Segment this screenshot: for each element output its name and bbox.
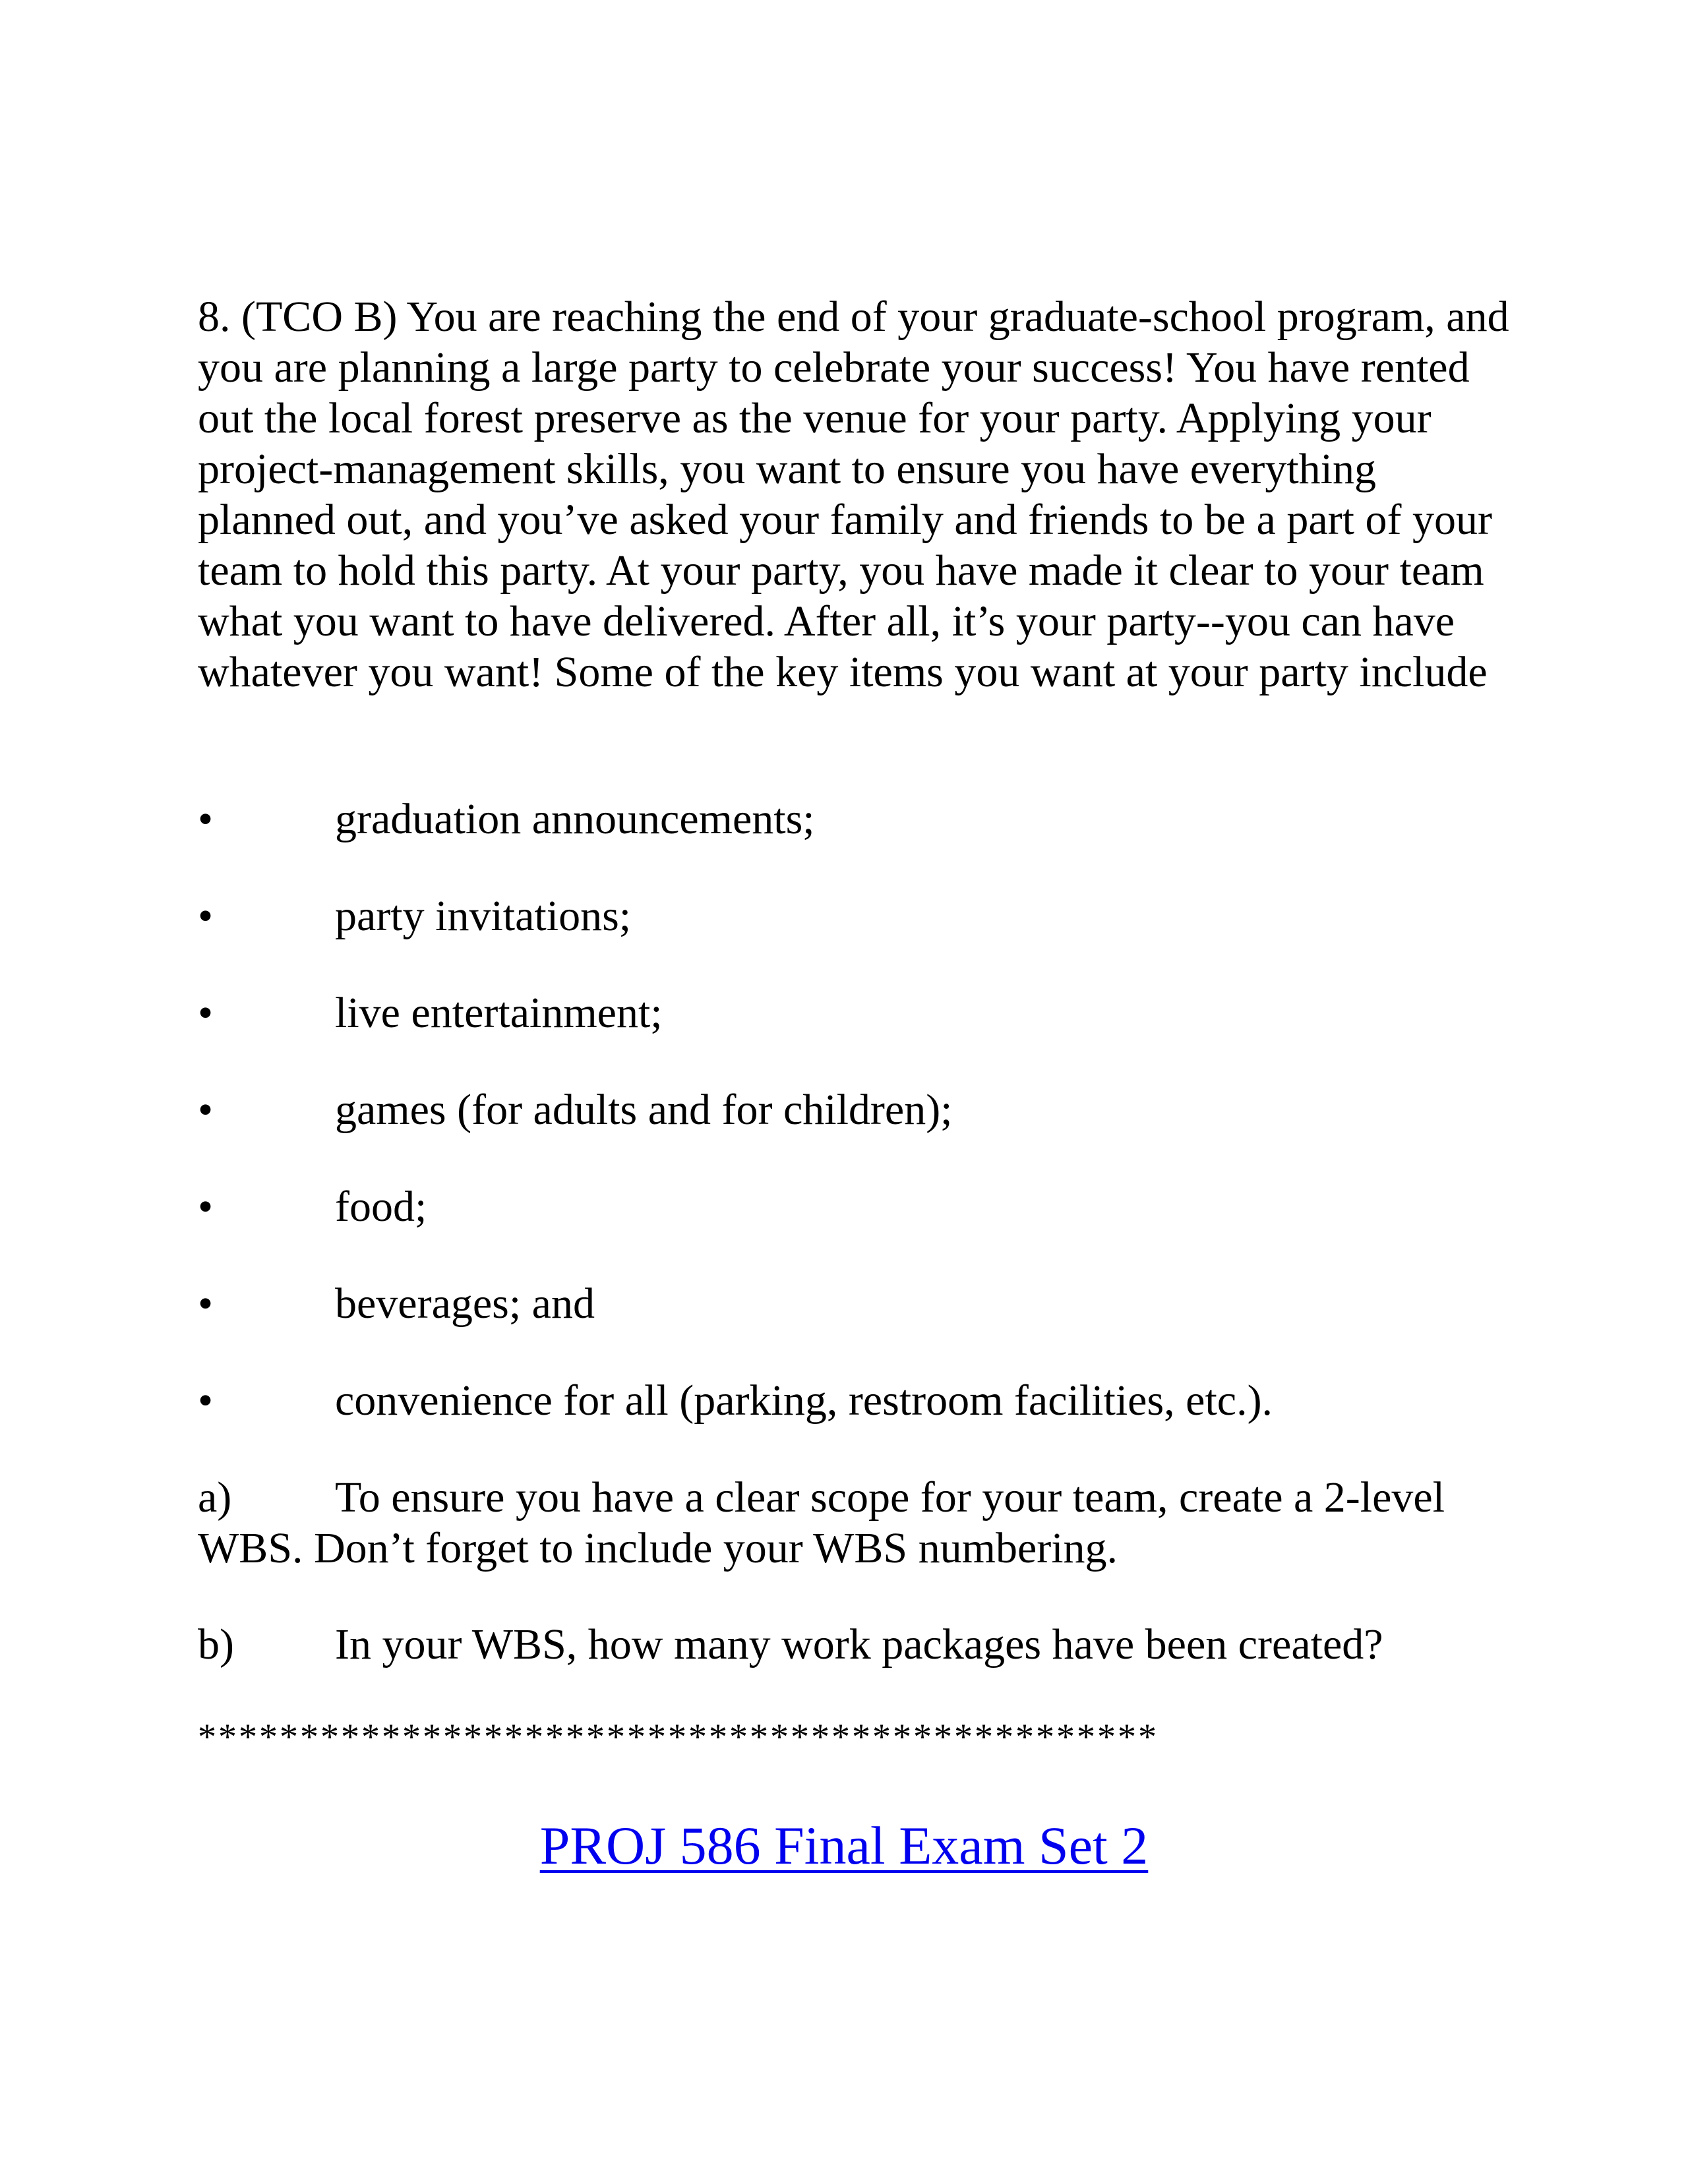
list-item-text: food;: [335, 1183, 427, 1231]
bullet-icon: •: [198, 892, 214, 940]
list-item-text: graduation announcements;: [335, 795, 815, 843]
exam-set-link[interactable]: PROJ 586 Final Exam Set 2: [539, 1815, 1149, 1875]
part-b-label: b): [198, 1620, 234, 1668]
list-item-text: convenience for all (parking, restroom facilities, etc.).: [335, 1376, 1273, 1425]
part-b-question: [198, 1619, 1510, 1670]
bullet-icon: •: [198, 989, 214, 1037]
list-item-text: games (for adults and for children);: [335, 1086, 953, 1134]
bullet-icon: •: [198, 1280, 214, 1328]
part-a-label: a): [198, 1473, 232, 1521]
bullet-icon: •: [198, 1376, 214, 1425]
list-item-text: live entertainment;: [335, 989, 663, 1037]
asterisk-separator: ***********************************************: [198, 1717, 1159, 1757]
list-item-text: party invitations;: [335, 892, 632, 940]
bullet-icon: •: [198, 795, 214, 843]
part-a-text: To ensure you have a clear scope for your team, create a 2-level WBS. Don’t forget to include your WBS numbering.: [198, 1473, 1445, 1572]
bullet-icon: •: [198, 1086, 214, 1134]
list-item-text: beverages; and: [335, 1280, 595, 1328]
bullet-icon: •: [198, 1183, 214, 1231]
part-a-question: [198, 1472, 1510, 1574]
question-text: 8. (TCO B) You are reaching the end of your graduate-school program, and you are planning a large party to celebrate your success! You have rented out the local forest preserve as the venue for your party. Applying your project-management skills, you want to ensure you have everything planned out, and you’ve asked your family and friends to be a part of your team to hold this party. At your party, you have made it clear to your team what you want to have delivered. After all, it’s your party--you can have whatever you want! Some of the key items you want at your party include: [198, 293, 1509, 696]
part-b-text: In your WBS, how many work packages have been created?: [335, 1620, 1383, 1668]
